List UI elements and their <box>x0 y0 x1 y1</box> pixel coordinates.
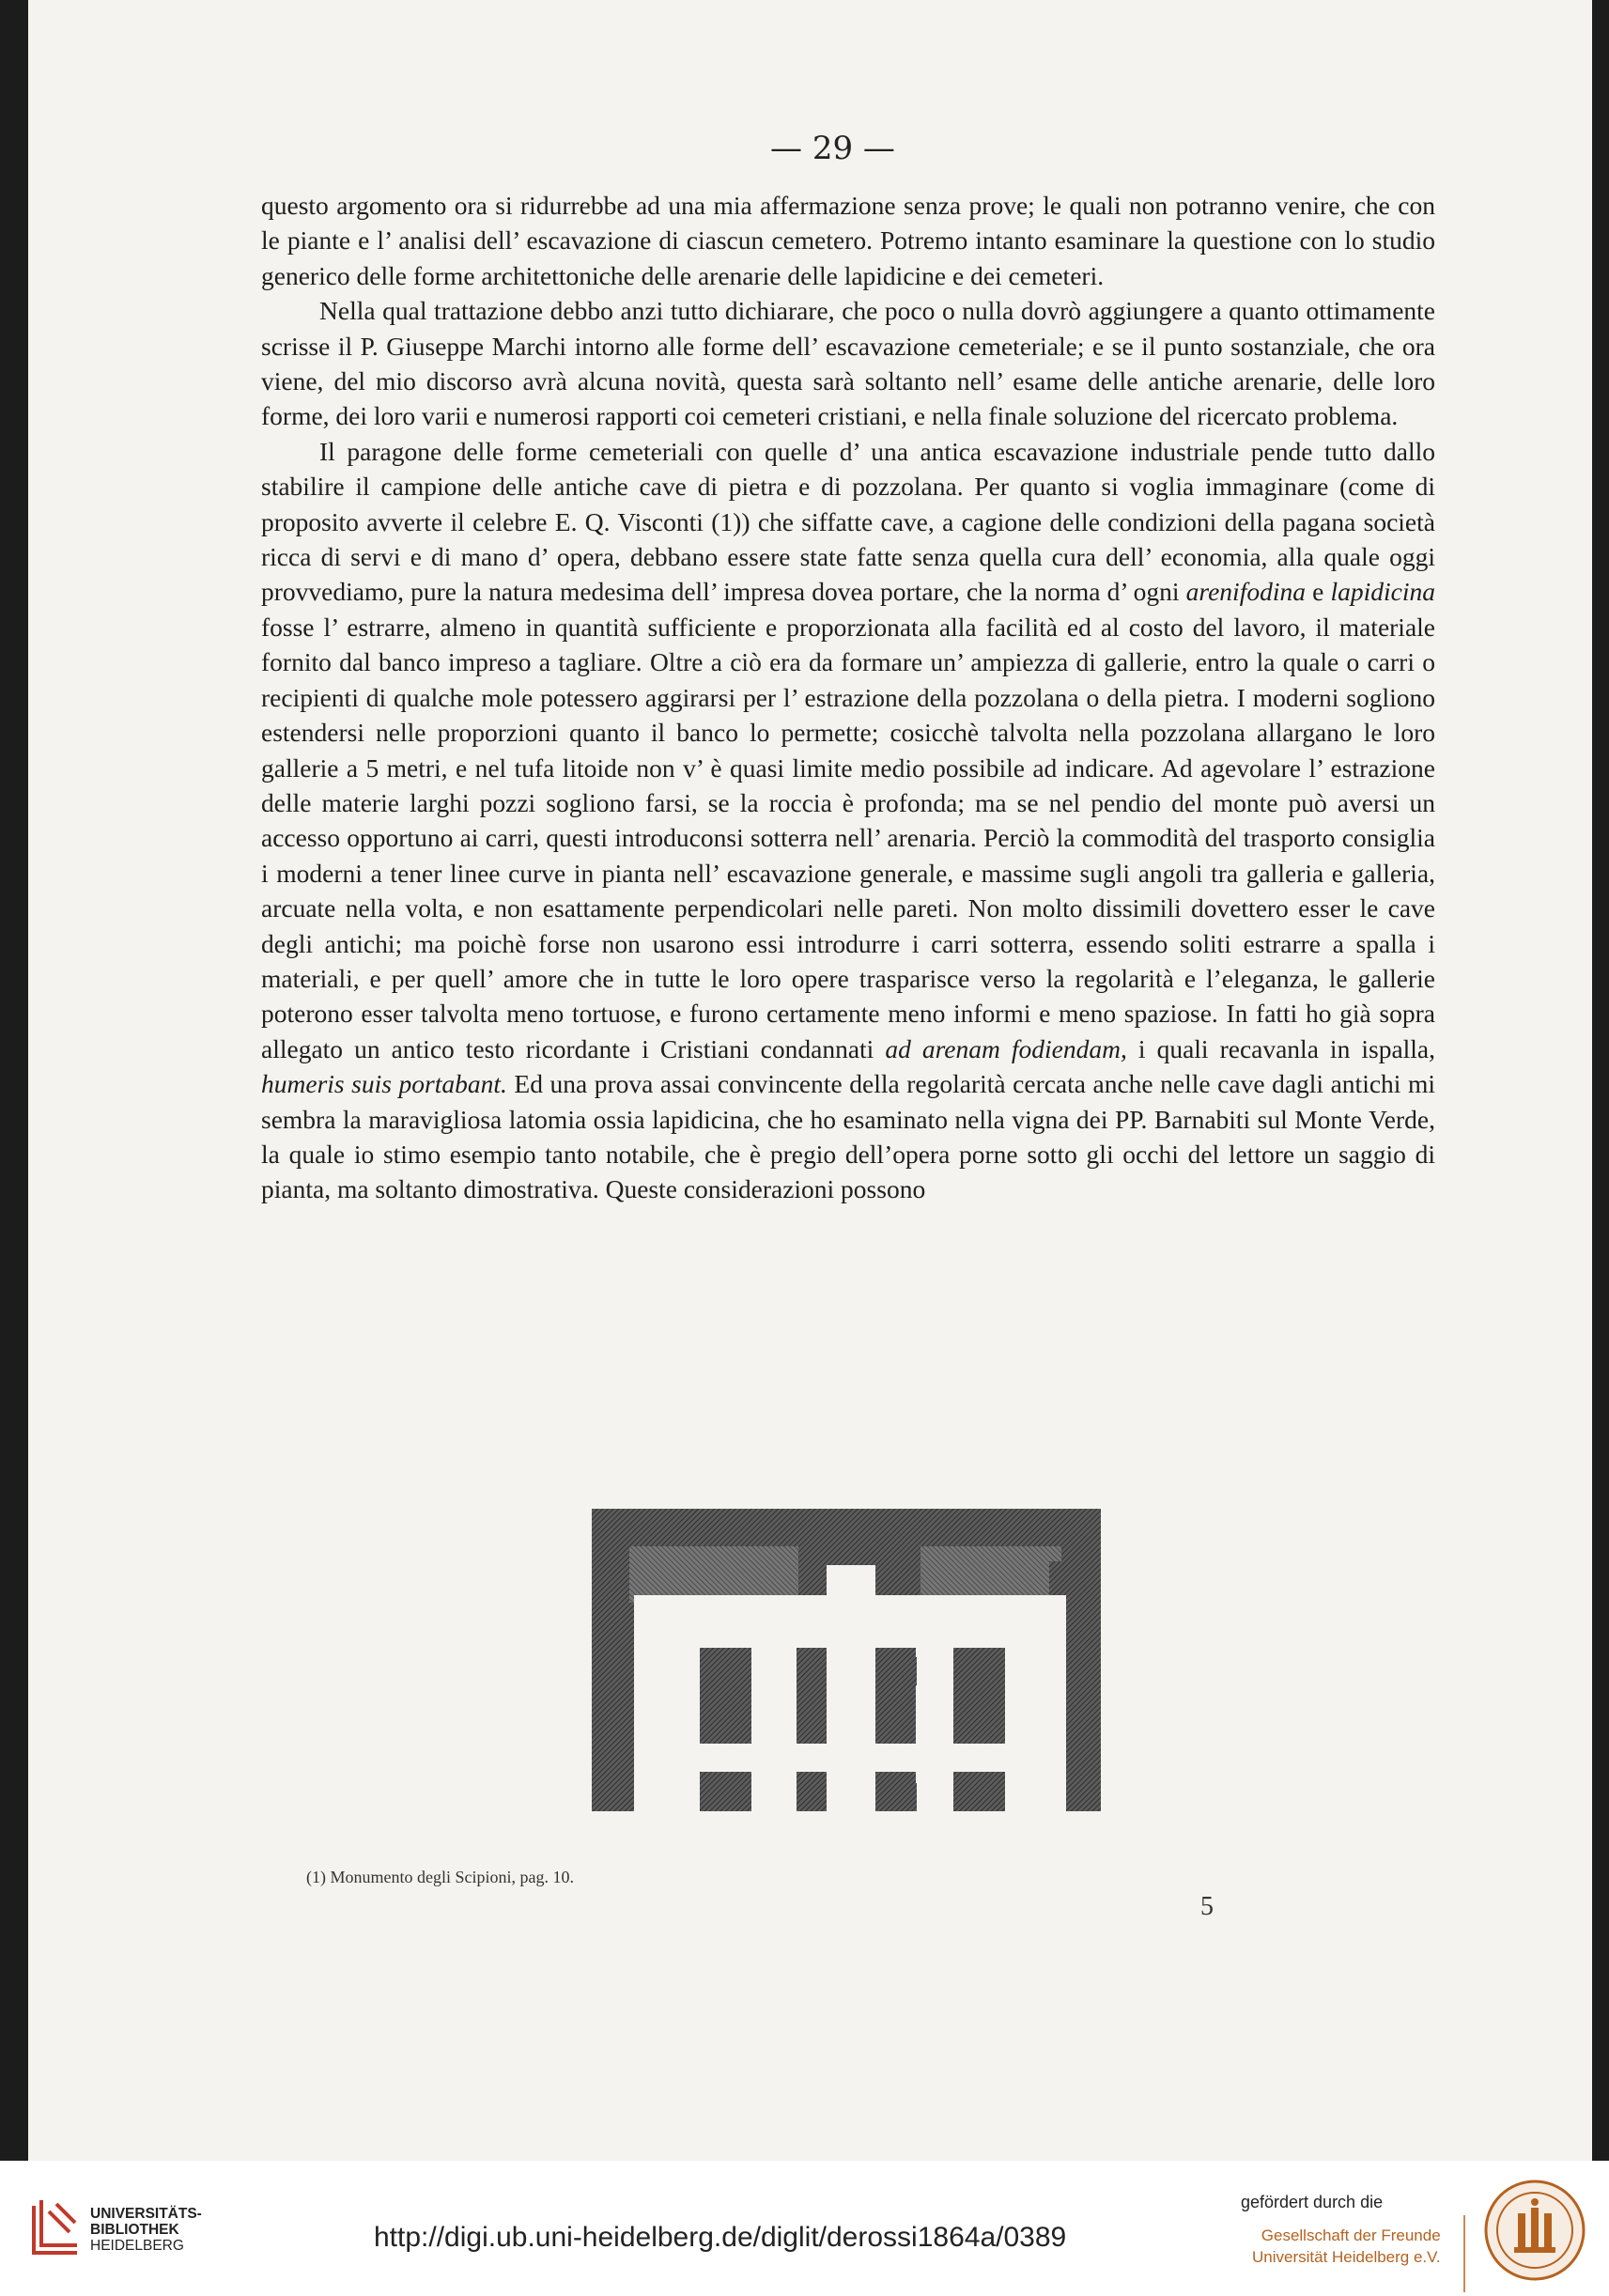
italic-term: lapidicina <box>1330 577 1436 607</box>
footer-bar <box>0 2161 1609 2296</box>
university-seal-icon <box>1482 2178 1587 2283</box>
sponsor-name: Gesellschaft der Freunde Universität Heidelberg e.V. <box>1252 2226 1441 2266</box>
body-text <box>261 188 1435 1207</box>
page-number: — 29 — <box>770 130 895 167</box>
signature-mark: 5 <box>1200 1892 1214 1921</box>
paragraph-2: Nella qual trattazione debbo anzi tutto dichiarare, che poco o nulla dovrò aggiungere a quanto ottimamente scrisse il P. Giuseppe Marchi intorno alle forme dell’ escavazione cemeteriale; e se il punto sostanziale, che ora viene, del mio discorso avrà alcuna novità, questa sarà soltanto nell’ esame delle antiche arenarie, delle loro forme, dei loro varii e numerosi rapporti coi cemeteri cristiani, e nella finale soluzione del ricercato problema. <box>261 296 1435 431</box>
italic-quote: ad arenam fodiendam, <box>885 1033 1127 1063</box>
permalink-url[interactable]: http://digi.ub.uni-heidelberg.de/diglit/derossi1864a/0389 <box>374 2222 1067 2253</box>
sponsor-label: gefördert durch die <box>1241 2193 1384 2211</box>
scanned-page <box>28 0 1592 2161</box>
divider <box>1463 2215 1465 2292</box>
paragraph-3: Il paragone delle forme cemeteriali con quelle d’ una antica escavazione industriale pende tutto dallo stabilire il campione delle antiche cave di pietra e di pozzolana. Per quanto si voglia immaginare (come di proposito avverte il celebre E. Q. Visconti (1)) che siffatte cave, a cagione delle condizioni della pagana società ricca di servi e di mano d’ opera, debbano essere state fatte senza quella cura dell’ economia, alla quale oggi provvediamo, pure la natura medesima dell’ impresa dovea portare, che la norma d’ ogni arenifodina e lapidicina fosse l’ estrarre, almeno in quantità sufficiente e proporzionata alla facilità ed al costo del lavoro, il materiale fornito dal banco impreso a tagliare. Oltre a ciò era da formare un’ ampiezza di gallerie, entro la quale o carri o recipienti di qualche mole potessero aggirarsi per l’ estrazione della pozzolana o della pietra. I moderni sogliono estendersi nelle proporzioni quanto il banco lo permette; cosicchè talvolta nella pozzolana allargano le loro gallerie a 5 metri, e nel tufa litoide non v’ è quasi limite medio possibile ad indicare. Ad agevolare l’ estrazione delle materie larghi pozzi sogliono farsi, se la roccia è profonda; ma se nel pendio del monte può aversi un accesso opportuno ai carri, questi introduconsi sotterra nell’ arenaria. Perciò la commodità del trasporto consiglia i moderni a tener linee curve in pianta nell’ escavazione generale, e massime sugli angoli tra galleria e galleria, arcuate nella volta, e non esattamente perpendicolari nelle pareti. Non molto dissimili dovettero esser le cave degli antichi; ma poichè forse non usarono essi introdurre i carri sotterra, essendo soliti estrarre a spalla i materiali, e per quell’ amore che in tutte le loro opere trasparisce verso la regolarità e l’eleganza, le gallerie poterono esser talvolta meno tortuose, e furono certamente meno informi e meno spaziose. In fatti ho già sopra allegato un antico testo ricordante i Cristiani condannati ad arenam fodiendam, i quali recavanla in ispalla, humeris suis portabant. Ed una prova assai convincente della regolarità cercata anche nelle cave dagli antichi mi sembra la maravigliosa latomia ossia lapidicina, che ho esaminato nella vigna dei PP. Barnabiti sul Monte Verde, la quale io stimo esempio tanto notabile, che è pregio dell’opera porne sotto gli occhi del lettore un saggio di pianta, ma soltanto dimostrativa. Queste considerazioni possono <box>261 436 1436 1204</box>
quarry-plan-illustration <box>592 1509 1101 1811</box>
library-name: UNIVERSITÄTS- BIBLIOTHEK HEIDELBERG <box>90 2206 202 2254</box>
library-logo-icon <box>28 2196 83 2258</box>
footnote: (1) Monumento degli Scipioni, pag. 10. <box>306 1868 574 1886</box>
paragraph-1: questo argomento ora si ridurrebbe ad una mia affermazione senza prove; le quali non potranno venire, che con le piante e l’ analisi dell’ escavazione di ciascun cemetero. Potremo intanto esaminare la questione con lo studio generico delle forme architettoniche delle arenarie delle lapidicine e dei cemeteri. <box>261 191 1435 290</box>
italic-quote: humeris suis portabant. <box>261 1069 507 1099</box>
italic-term: arenifodina <box>1185 577 1306 607</box>
